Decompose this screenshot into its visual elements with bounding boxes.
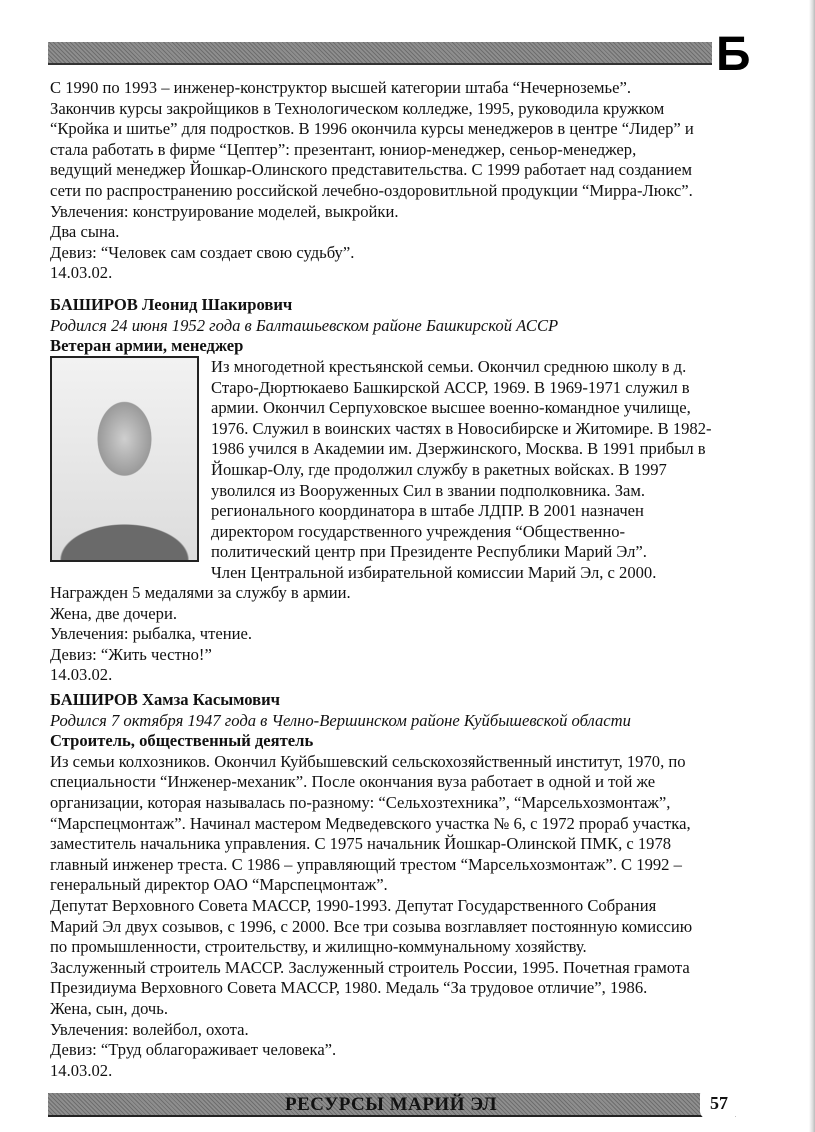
text-line: сети по распространению российской лечебно-оздоровитльной продукции “Мирра-Люкс”.: [50, 180, 693, 200]
text-line: Увлечения: рыбалка, чтение.: [50, 624, 252, 644]
text-line: “Марспецмонтаж”. Начинал мастером Медведевского участка № 6, с 1972 прораб участка,: [50, 813, 691, 833]
text-line: Из многодетной крестьянской семьи. Окончил среднюю школу в д.: [211, 357, 687, 376]
entry-profession: Строитель, общественный деятель: [50, 731, 314, 751]
text-line: 1976. Служил в воинских частях в Новосибирске и Житомире. В 1982-: [211, 418, 712, 438]
entry-birth: Родился 24 июня 1952 года в Балташьевском районе Башкирской АССР: [50, 315, 559, 335]
text-line: заместитель начальника управления. С 1975 начальник Йошкар-Олинской ПМК, с 1978: [50, 834, 672, 854]
entry-profession: Ветеран армии, менеджер: [50, 336, 244, 356]
text-line: Из семьи колхозников. Окончил Куйбышевский сельскохозяйственный институт, 1970, по: [50, 751, 686, 771]
text-line: Закончив курсы закройщиков в Технологическом колледже, 1995, руководила кружком: [50, 98, 665, 118]
text-line: Депутат Верховного Совета МАССР, 1990-1993. Депутат Государственного Собрания: [50, 895, 657, 915]
text-line: Марий Эл двух созывов, с 1996, с 2000. Все три созыва возглавляет постоянную комиссию: [50, 916, 693, 936]
text-line: Член Центральной избирательной комиссии Марий Эл, с 2000.: [211, 562, 657, 582]
text-line: Жена, сын, дочь.: [50, 998, 168, 1018]
text-line: организации, которая называлась по-разному: “Сельхозтехника”, “Марсельхозмонтаж”,: [50, 792, 671, 812]
entry-name: БАШИРОВ Леонид Шакирович: [50, 295, 293, 314]
text-line: специальности “Инженер-механик”. После окончания вуза работает в одной и той же: [50, 772, 656, 792]
text-line: армии. Окончил Серпуховское высшее военно-командное училище,: [211, 398, 691, 418]
footer-title: РЕСУРСЫ МАРИЙ ЭЛ: [285, 1094, 498, 1115]
text-line: стала работать в фирме “Цептер”: презентант, юниор-менеджер, сеньор-менеджер,: [50, 139, 637, 159]
scan-edge: [809, 0, 815, 1132]
section-letter: Б: [716, 28, 751, 81]
entry-leonid-details: [50, 583, 351, 686]
text-line: Девиз: “Труд облагораживает человека”.: [50, 1040, 337, 1060]
text-line: Президиума Верховного Совета МАССР, 1980. Медаль “За трудовое отличие”, 1986.: [50, 978, 648, 998]
text-line: уволился из Вооруженных Сил в звании подполковника. Зам.: [211, 480, 646, 500]
text-line: Девиз: “Человек сам создает свою судьбу”.: [50, 242, 355, 262]
text-line: “Кройка и шитье” для подростков. В 1996 окончила курсы менеджеров в центре “Лидер” и: [50, 119, 694, 139]
entry-bashirov-hamza: [50, 690, 692, 1081]
text-line: генеральный директор ОАО “Марспецмонтаж”.: [50, 875, 388, 895]
entry-birth: Родился 7 октября 1947 года в Челно-Вершинском районе Куйбышевской области: [50, 710, 631, 730]
text-line: Старо-Дюртюкаево Башкирской АССР, 1969. В 1969-1971 служил в: [211, 377, 690, 397]
text-line: директором государственного учреждения “Общественно-: [211, 521, 626, 541]
text-line: Девиз: “Жить честно!”: [50, 644, 212, 664]
text-line: Увлечения: волейбол, охота.: [50, 1019, 249, 1039]
entry-name: БАШИРОВ Хамза Касымович: [50, 690, 281, 709]
text-line: Жена, две дочери.: [50, 603, 177, 623]
text-line: регионального координатора в штабе ЛДПР. В 2001 назначен: [211, 501, 644, 521]
text-line: политический центр при Президенте Республики Марий Эл”.: [211, 542, 647, 562]
text-line: Награжден 5 медалями за службу в армии.: [50, 583, 351, 602]
text-line: 14.03.02.: [50, 263, 113, 283]
text-line: Два сына.: [50, 222, 120, 242]
text-line: ведущий менеджер Йошкар-Олинского представительства. С 1999 работает над созданием: [50, 160, 693, 180]
text-line: Йошкар-Олу, где продолжил службу в ракетных войсках. В 1997: [211, 459, 667, 479]
text-line: 1986 учился в Академии им. Дзержинского, Москва. В 1991 прибыл в: [211, 439, 706, 459]
text-line: Увлечения: конструирование моделей, выкройки.: [50, 201, 399, 221]
entry-previous: [50, 78, 694, 284]
text-line: С 1990 по 1993 – инженер-конструктор высшей категории штаба “Нечерноземье”.: [50, 78, 631, 97]
text-line: 14.03.02.: [50, 1060, 113, 1080]
text-line: Заслуженный строитель МАССР. Заслуженный строитель России, 1995. Почетная грамота: [50, 957, 690, 977]
header-bar: [48, 42, 712, 65]
page-number: 57: [700, 1087, 738, 1119]
text-line: по промышленности, строительству, и жилищно-коммунальному хозяйству.: [50, 937, 587, 957]
portrait-photo: [50, 356, 199, 562]
text-line: главный инженер треста. С 1986 – управляющий трестом “Марсельхозмонтаж”. С 1992 –: [50, 854, 682, 874]
entry-bashirov-leonid: [50, 295, 558, 357]
text-line: 14.03.02.: [50, 665, 113, 685]
entry-leonid-bio: [211, 357, 712, 584]
